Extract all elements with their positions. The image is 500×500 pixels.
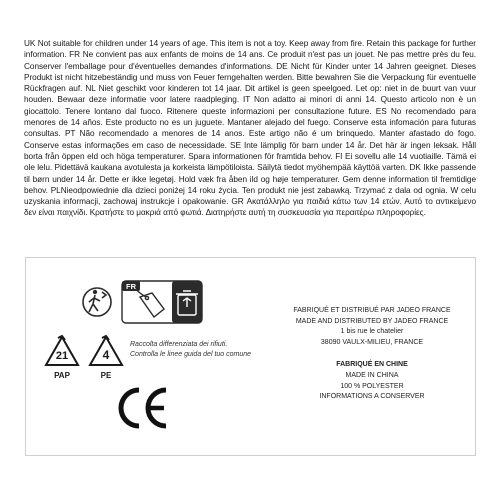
recycling-code-pe — [87, 334, 125, 382]
recycling-number: 4 — [102, 348, 110, 362]
tag-icon — [136, 289, 164, 317]
info-tri-panel — [122, 281, 202, 323]
manufacturer-info — [272, 306, 472, 403]
triman-recycling-badge — [78, 279, 204, 325]
recycling-code-paper — [43, 334, 81, 382]
recycling-material: PAP — [54, 371, 70, 380]
origin-heading: FABRIQUÉ EN CHINE — [336, 361, 408, 369]
recycling-note — [130, 340, 251, 360]
recycling-number: 21 — [55, 350, 69, 362]
triman-country-code: FR — [126, 282, 136, 291]
recycling-material: PE — [100, 371, 112, 380]
ce-mark-icon — [115, 385, 171, 431]
triman-icon — [83, 288, 111, 316]
recycling-note-line: Controlla le linee guida del tuo comune — [130, 351, 252, 358]
recycling-note-line: Raccolta differenziata dei rifiuti. — [130, 341, 228, 348]
safety-warning-text: UK Not suitable for children under 14 years of age. This item is not a toy. Keep away from fire. Retain this package for further information. FR Ne convient pas aux enfants de moins de 14 ans. Ce produit n'est pas un jouet. Ne pas mettre près du feu. Conserver l'emballage pour d'éventuelles demandes d'informations. DE Nicht für Kinder unter 14 Jahren geeignet. Dieses Produkt ist nicht hitzebeständig und muss von Feuer ferngehalten werden. Bitte bewahren Sie die Verpackung für eventuelle Rückfragen auf. NL Niet geschikt voor kinderen tot 14 jaar. Dit artikel is geen speelgoed. Let op: niet in de buurt van vuur houden. Bewaar deze informatie voor latere raadpleging. IT Non adatto ai minori di anni 14. Questo articolo non è un giocattolo. Tenere lontano dal fuoco. Ritenere queste informazioni per consultazione future. ES No recomendado para menores de 14 años. Este producto no es un juguete. Mantaner alejado del fuego. Conserve esta infomación para futuras consultas. PT Não recomendado a menores de 14 anos. Este artigo não é um brinquedo. Manter afastado do fogo. Conserve estas informações em caso de necessidade. SE Inte lämplig för barn under 14 år. Det här är ingen leksak. Håll borta från öppen eld och höga temperaturer. Spara informationen för framtida behov. FI Ei sovellu alle 14 vuotiaille. Tämä ei ole lelu. Pidettävä kaukana avotulesta ja korkeista lämpötiloista. Säilytä tiedot myöhempää käyttöä varten. DK Ikke passende til børn under 14 år. Dette er ikke legetøj. Hold væk fra åben ild og høje temperaturer. Gem denne information til fremtidige behov. PLNieodpowiednie dla dzieci poniżej 14 roku życia. Ten produkt nie jest zabawką. Trzymać z dala od ognia. W celu uzyskania informacji, zachowaj instrukcje i opakowanie. GR Ακατάλληλο για παιδιά κάτω των 14 ετών. Αυτό το αντικείμενο δεν είναι παιχνίδι. Κρατήστε το μακριά από φωτιά. Διατηρήστε αυτή τη συσκευασία για περαιτέρω πληροφορίες. — [24, 39, 476, 218]
manufacturer-line: FABRIQUÉ ET DISTRIBUÉ PAR JADEO FRANCE — [293, 307, 451, 314]
manufacturer-city: 38090 VAULX-MILIEU, FRANCE — [320, 338, 424, 346]
origin-line: MADE IN CHINA — [345, 371, 399, 379]
manufacturer-address: 1 bis rue le chatelier — [340, 328, 404, 336]
retain-info-line: INFORMATIONS A CONSERVER — [319, 393, 425, 401]
material-line: 100 % POLYESTER — [340, 382, 404, 390]
manufacturer-line: MADE AND DISTRIBUTED BY JADEO FRANCE — [295, 317, 449, 325]
